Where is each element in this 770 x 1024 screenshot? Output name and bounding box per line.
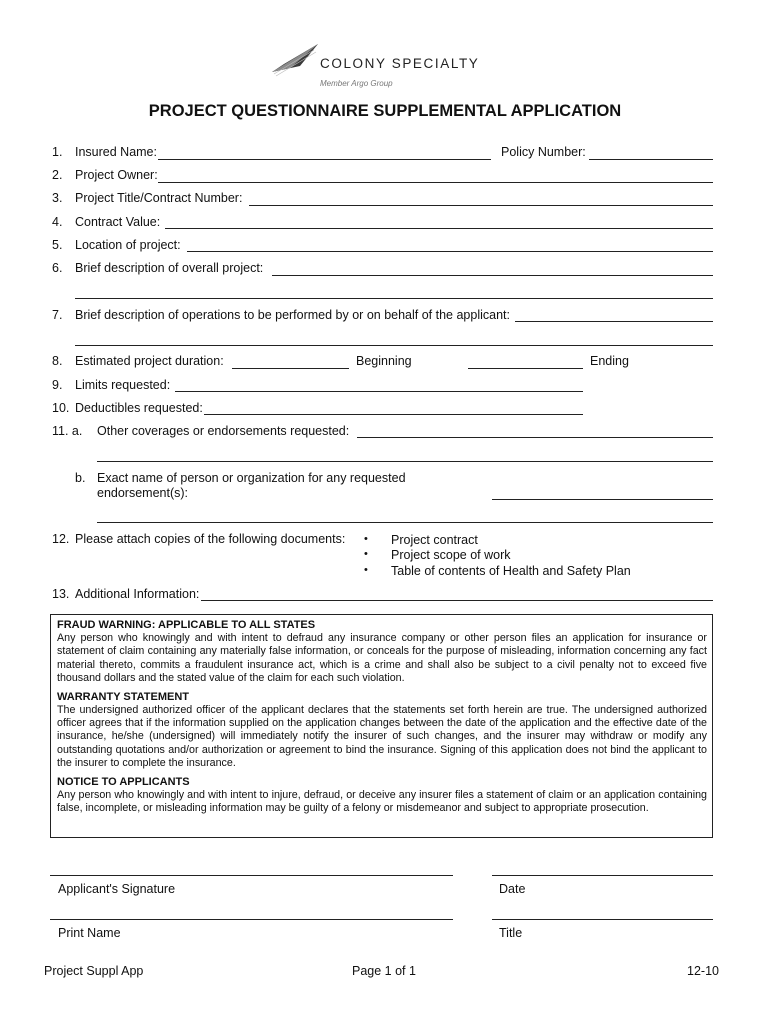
endorsement-name-field-2[interactable] — [97, 522, 713, 523]
project-owner-field[interactable] — [158, 182, 713, 183]
q8-beginning: Beginning — [356, 354, 412, 368]
deductibles-field[interactable] — [204, 414, 583, 415]
q1-policy-label: Policy Number: — [501, 145, 586, 159]
q3-label: Project Title/Contract Number: — [75, 191, 243, 205]
other-coverages-field-2[interactable] — [97, 461, 713, 462]
q4-label: Contract Value: — [75, 215, 161, 229]
page-title: PROJECT QUESTIONNAIRE SUPPLEMENTAL APPLICATION — [148, 102, 622, 120]
applicants-notice-text: Any person who knowingly and with intent to injure, defraud, or deceive any insurer files a statement of claim or an application containing false, incomplete, or misleading information may be guilty of a felony or misdemeanor and subject to appropriate prosecution. — [57, 788, 707, 815]
warranty-title: WARRANTY STATEMENT — [57, 690, 189, 703]
limits-field[interactable] — [175, 391, 583, 392]
signature-label: Applicant's Signature — [58, 882, 176, 896]
doc-item: Table of contents of Health and Safety Plan — [391, 564, 631, 578]
doc-item: Project scope of work — [391, 548, 511, 562]
other-coverages-field[interactable] — [357, 437, 713, 438]
footer-right: 12-10 — [687, 964, 719, 978]
date-label: Date — [499, 882, 526, 896]
endorsement-name-field[interactable] — [492, 499, 713, 500]
q11b-label-line2: endorsement(s): — [97, 486, 189, 500]
q3-num: 3. — [52, 191, 63, 205]
signature-field[interactable] — [50, 875, 453, 876]
bullet-icon: • — [364, 564, 368, 576]
location-field[interactable] — [187, 251, 713, 252]
q11b-label-line1: Exact name of person or organization for any requested — [97, 471, 406, 485]
bullet-icon: • — [364, 533, 368, 545]
footer-left: Project Suppl App — [44, 964, 144, 978]
q1-num: 1. — [52, 145, 63, 159]
duration-field[interactable] — [232, 368, 349, 369]
q4-num: 4. — [52, 215, 63, 229]
operations-description-field[interactable] — [515, 321, 713, 322]
project-description-field[interactable] — [272, 275, 713, 276]
q5-label: Location of project: — [75, 238, 181, 252]
q6-num: 6. — [52, 261, 63, 275]
warranty-text: The undersigned authorized officer of the applicant declares that the statements set forth herein are true. The undersigned authorized officer agrees that if the information supplied on the application changes between the date of the application and the effective date of the insurance, he/she (undersigned) will immediately notify the insurer of such changes, and the insurer may withdraw or modify any outstanding quotations and/or authorization or agreement to bind the insurance. Signing of this application does not bind the applicant to the insurer to complete the insurance. — [57, 703, 707, 770]
beginning-field[interactable] — [468, 368, 583, 369]
bullet-icon: • — [364, 548, 368, 560]
additional-info-field[interactable] — [201, 600, 713, 601]
title-field[interactable] — [492, 919, 713, 920]
fraud-warning-title: FRAUD WARNING: APPLICABLE TO ALL STATES — [57, 619, 316, 631]
logo — [270, 42, 510, 92]
q12-num: 12. — [52, 532, 70, 546]
q13-label: Additional Information: — [75, 587, 200, 601]
policy-number-field[interactable] — [589, 159, 713, 160]
colony-logo-icon — [270, 42, 320, 78]
title-label: Title — [499, 926, 523, 940]
q8-label: Estimated project duration: — [75, 354, 224, 368]
print-name-label: Print Name — [58, 926, 121, 940]
brand-name: COLONY SPECIALTY — [320, 56, 480, 71]
project-description-field-2[interactable] — [75, 298, 713, 299]
q2-num: 2. — [52, 168, 63, 182]
footer-page: Page 1 of 1 — [352, 964, 416, 978]
q11b-num: b. — [75, 471, 86, 485]
applicants-notice-title: NOTICE TO APPLICANTS — [57, 775, 190, 788]
q7-num: 7. — [52, 308, 63, 322]
q10-num: 10. — [52, 401, 70, 415]
fraud-warning-text: Any person who knowingly and with intent to defraud any insurance company or other person files an application for insurance or statement of claim containing any materially false information, or conceals for the purpose of misleading, information concerning any fact material thereto, commits a fraudulent insurance act, which is a crime and shall also be subject to a civil penalty not to exceed five thousand dollars and the stated value of the claim for each such violation. — [57, 632, 707, 685]
q5-num: 5. — [52, 238, 63, 252]
brand-sub: Member Argo Group — [320, 79, 393, 88]
insured-name-field[interactable] — [158, 159, 491, 160]
q11a-label: Other coverages or endorsements requested: — [97, 424, 350, 438]
print-name-field[interactable] — [50, 919, 453, 920]
q10-label: Deductibles requested: — [75, 401, 203, 415]
q8-num: 8. — [52, 354, 63, 368]
operations-description-field-2[interactable] — [75, 345, 713, 346]
q8-ending: Ending — [590, 354, 629, 368]
q11-num: 11. a. — [52, 424, 83, 438]
q1-label: Insured Name: — [75, 145, 157, 159]
q6-label: Brief description of overall project: — [75, 261, 264, 275]
q9-num: 9. — [52, 378, 63, 392]
q2-label: Project Owner: — [75, 168, 158, 182]
contract-value-field[interactable] — [165, 228, 713, 229]
notices-box — [50, 614, 713, 838]
q7-label: Brief description of operations to be performed by or on behalf of the applicant: — [75, 308, 510, 322]
project-title-field[interactable] — [249, 205, 713, 206]
date-field[interactable] — [492, 875, 713, 876]
doc-item: Project contract — [391, 533, 478, 547]
q13-num: 13. — [52, 587, 70, 601]
q9-label: Limits requested: — [75, 378, 171, 392]
q12-label: Please attach copies of the following documents: — [75, 532, 346, 546]
